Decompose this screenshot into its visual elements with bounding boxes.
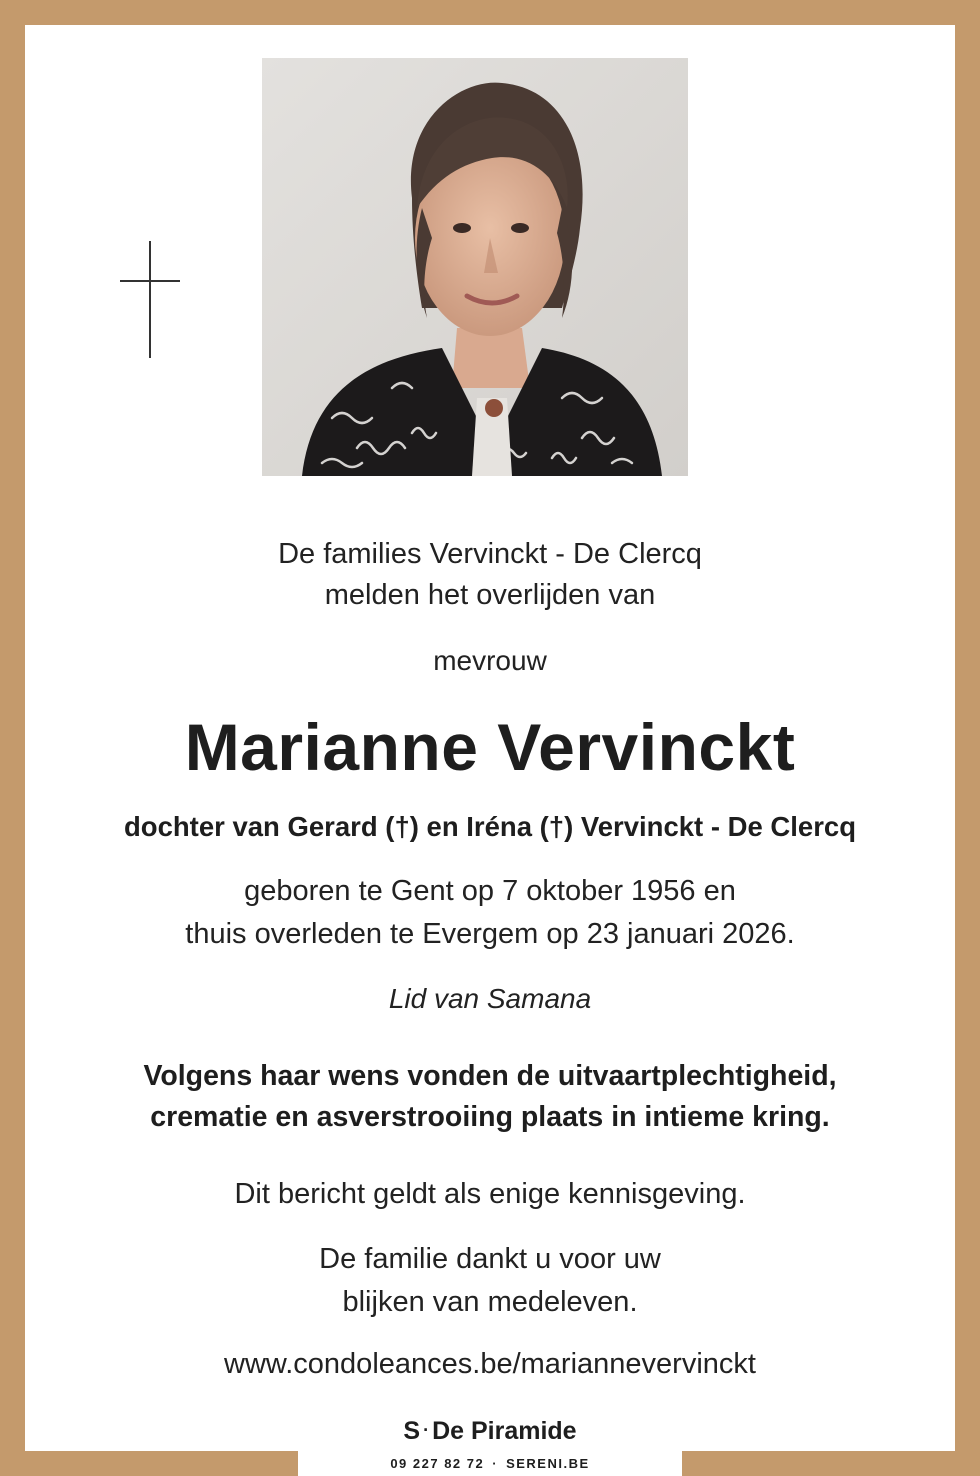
funeral-home-logo: [0, 1414, 980, 1450]
parents-line: dochter van Gerard (†) en Iréna (†) Vervinckt - De Clercq: [123, 811, 857, 842]
cross-icon: [120, 241, 180, 358]
thanks-text: [0, 1238, 980, 1324]
intro-line-1: De families Vervinckt - De Clercq: [278, 538, 702, 570]
brand-letter: S: [403, 1417, 421, 1445]
death-line: thuis overleden te Evergem op 23 januari 2026.: [185, 918, 795, 950]
honorific: mevrouw: [433, 645, 547, 676]
ceremony-line-2: crematie en asverstrooiing plaats in intieme kring.: [150, 1101, 830, 1133]
brand-dot: ·: [423, 1420, 430, 1440]
intro-line-2: melden het overlijden van: [324, 579, 656, 611]
intro-text: [0, 534, 980, 616]
brand-name: De Piramide: [432, 1417, 577, 1445]
ceremony-line-1: Volgens haar wens vonden de uitvaartplechtigheid,: [143, 1060, 837, 1092]
footer-contact: [0, 1455, 980, 1473]
thanks-line-1: De familie dankt u voor uw: [319, 1243, 661, 1275]
ceremony-text: [0, 1056, 980, 1138]
birth-death-text: [0, 870, 980, 956]
deceased-name: Marianne Vervinckt: [184, 710, 796, 784]
footer-phone[interactable]: 09 227 82 72: [390, 1456, 485, 1471]
portrait-photo: [262, 58, 688, 476]
thanks-line-2: blijken van medeleven.: [342, 1286, 638, 1318]
notice-line: Dit bericht geldt als enige kennisgeving.: [234, 1178, 746, 1210]
condolence-link[interactable]: www.condoleances.be/mariannevervinckt: [224, 1348, 756, 1380]
membership-line: Lid van Samana: [388, 983, 592, 1014]
footer-separator: ·: [492, 1456, 499, 1471]
birth-line: geboren te Gent op 7 oktober 1956 en: [244, 875, 736, 907]
footer-site[interactable]: SERENI.BE: [506, 1456, 590, 1471]
